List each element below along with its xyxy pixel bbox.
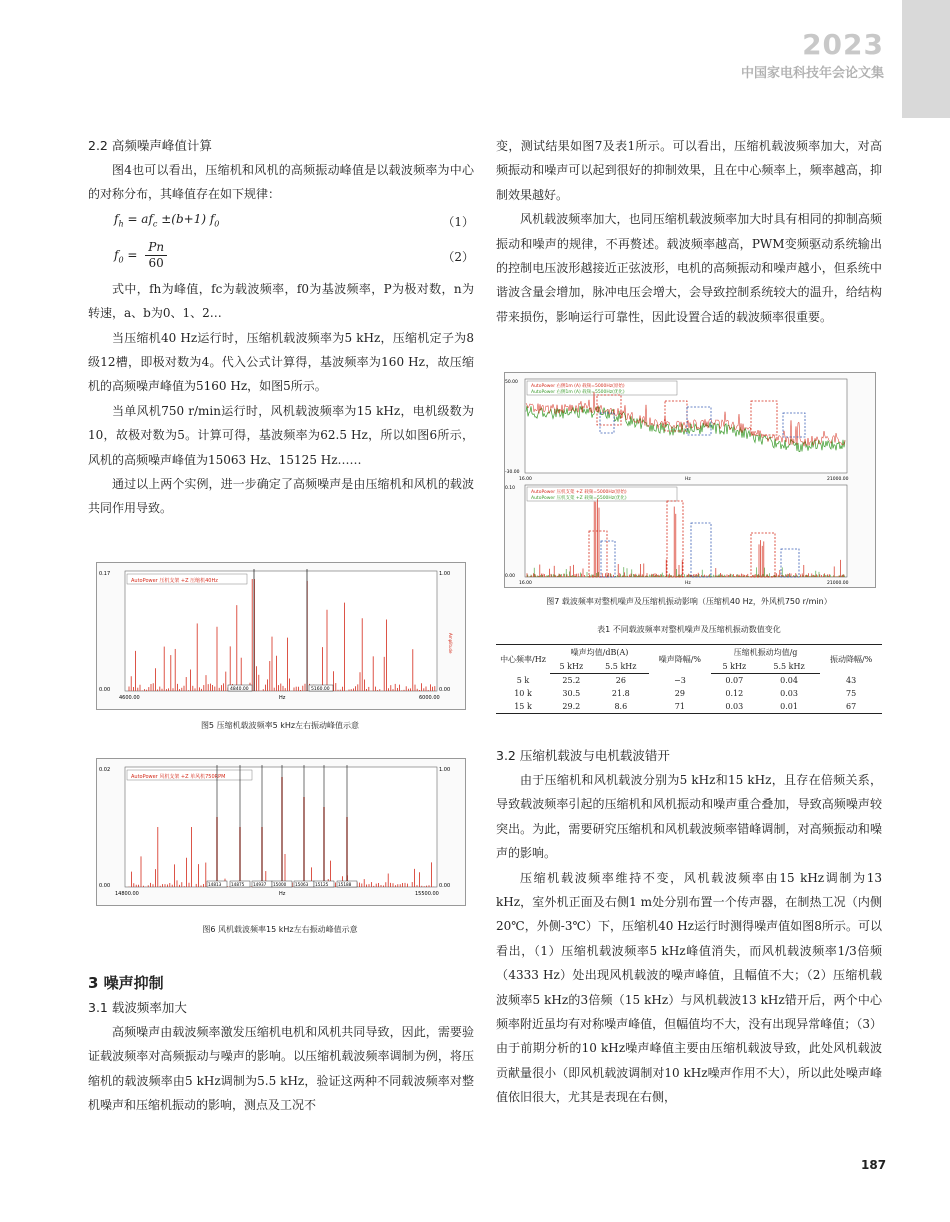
figure-7 <box>504 372 876 588</box>
plot-area <box>125 767 437 887</box>
equation-2 <box>88 237 474 277</box>
right-tick-top: 1.00 <box>439 571 451 577</box>
eq-sub: 0 <box>214 219 220 229</box>
cursor-label: 15000 <box>273 882 287 887</box>
y-tick-bottom: 0.00 <box>99 687 111 693</box>
x-tick-right: 21000.00 <box>827 477 849 482</box>
th-sub: 5 kHz <box>550 660 593 674</box>
legend-label: AutoPower 压机支架 +Z 载频=5000Hz(原始) <box>531 490 627 495</box>
figure-7-plot <box>505 373 875 587</box>
x-tick-left: 4600.00 <box>119 695 140 701</box>
x-tick-right: 6000.00 <box>419 695 440 701</box>
table-cell: 25.2 <box>562 676 581 685</box>
table-cell: 0.07 <box>725 676 744 685</box>
th-vibration: 压缩机振动均值/g <box>711 645 820 661</box>
right-tick-top: 1.00 <box>439 767 451 773</box>
y-tick-bottom: 0.00 <box>99 883 111 889</box>
eq-term: ±(b+1) f <box>161 211 215 226</box>
x-axis-unit: Hz <box>685 477 691 482</box>
paragraph: 当单风机750 r/min运行时，风机载波频率为15 kHz，电机级数为10，故极对数为5。计算可得，基波频率为62.5 Hz，所以如图6所示，风机的高频噪声峰值为15063 Hz、15125 Hz…… <box>88 403 474 467</box>
right-tick-bottom: 0.00 <box>439 883 451 889</box>
figure-5-caption: 图5 压缩机载波频率5 kHz左右振动峰值示意 <box>200 721 360 730</box>
th-sub: 5 kHz <box>711 660 758 674</box>
legend-label: AutoPower 右侧1m (A) 载频=5000Hz(原始) <box>531 384 625 389</box>
header-year: 2023 <box>802 28 884 61</box>
cursor-label: 14937 <box>253 882 267 887</box>
x-tick-right: 15500.00 <box>415 891 439 897</box>
eq-symbol: f <box>114 211 119 226</box>
paragraph: 图4也可以看出，压缩机和风机的高频振动峰值是以载波频率为中心的对称分布，其峰值存在如下规律： <box>88 163 474 202</box>
y-tick-top: 0.10 <box>505 486 516 491</box>
right-tick-bottom: 0.00 <box>439 687 451 693</box>
table-cell: 0.03 <box>711 700 758 714</box>
paragraph: 变，测试结果如图7及表1所示。可以看出，压缩机载波频率加大，对高频振动和噪声可以起到很好的抑制效果，且在中心频率上，频率越高，抑制效果越好。 <box>496 139 882 202</box>
paragraph: 压缩机载波频率维持不变，风机载波频率由15 kHz调制为13 kHz，室外机正面及右侧1 m处分别布置一个传声器，在制热工况（内侧20℃，外侧-3℃）下，压缩机40 Hz运行时测得噪声值如图8所示。可以看出，（1）压缩机载波频率5 kHz峰值消失，而风机载波频率1/3倍频（4333 Hz）处出现风机载波的噪声峰值，且幅值不大；（2）压缩机载波频率5 kHz的3倍频（15 kHz）与风机载波13 kHz错开后，两个中心频率附近虽均有对称噪声峰值，但幅值均不大，没有出现异常峰值；（3）由于前期分析的10 kHz噪声峰值主要由压缩机载波导致，此处风机载波贡献量很小（即风机载波调制对10 kHz噪声作用不大），所以此处噪声峰值依旧很大，尤其是表现在右侧， <box>496 870 882 1105</box>
eq-symbol: f <box>114 248 119 263</box>
eq-denominator: 60 <box>148 256 164 271</box>
x-tick-left: 16.00 <box>519 477 532 482</box>
paragraph: 当压缩机40 Hz运行时，压缩机载波频率为5 kHz，压缩机定子为8级12槽，即极对数为4。代入公式计算得，基波频率为160 Hz，故压缩机的高频噪声峰值为5160 Hz，如图5所示。 <box>88 330 474 394</box>
table-cell: 0.01 <box>758 700 820 714</box>
table-cell: 0.03 <box>780 689 798 698</box>
paragraph: 式中，fh为峰值，fc为载波频率，f0为基波频率，P为极对数，n为转速，a、b为0、1、2… <box>88 281 474 321</box>
table-row <box>496 700 882 714</box>
table-row <box>496 674 882 688</box>
table-cell: 26 <box>615 676 626 685</box>
table-cell: 67 <box>820 700 882 714</box>
eq-term: = af <box>127 211 153 226</box>
paragraph: 由于压缩机和风机载波分别为5 kHz和15 kHz，且存在倍频关系，导致载波频率引起的压缩机和风机振动和噪声重合叠加，导致高频噪声较突出。为此，需要研究压缩机和风机载波频率错峰调制，对高频振动和噪声的影响。 <box>496 773 882 861</box>
section-3-title: 3 噪声抑制 <box>88 974 164 992</box>
x-axis-unit: Hz <box>279 891 286 897</box>
figure-5 <box>96 562 466 710</box>
table-cell: 10 k <box>514 689 532 698</box>
table-cell: 15 k <box>496 700 550 714</box>
figure-7-caption: 图7 载波频率对整机噪声及压缩机振动影响（压缩机40 Hz，外风机750 r/min） <box>546 597 832 606</box>
figure-6 <box>96 758 466 906</box>
equation-number: （1） <box>442 214 474 229</box>
th-sub: 5.5 kHz <box>758 660 820 674</box>
table-cell: 75 <box>846 689 857 698</box>
left-column-bottom <box>88 970 474 1118</box>
right-axis-label: Amplitude <box>448 633 453 654</box>
cursor-label: 5160.00 <box>311 687 330 692</box>
legend-label: AutoPower 右侧1m (A) 载频=5500Hz(优化) <box>531 390 625 395</box>
eq-sub: h <box>118 219 124 229</box>
th-center-freq: 中心频率/Hz <box>496 645 550 674</box>
cursor-label: 15063 <box>295 882 309 887</box>
eq-sub: 0 <box>118 255 124 265</box>
x-axis-unit: Hz <box>279 695 286 701</box>
cursor-label: 14813 <box>208 882 222 887</box>
table-row <box>496 687 882 700</box>
eq-term: = <box>127 248 138 263</box>
table-cell: 30.5 <box>562 689 581 698</box>
equation-1 <box>88 207 474 237</box>
right-column-bottom <box>496 744 882 1110</box>
equation-number: （2） <box>442 249 474 264</box>
left-column <box>88 134 474 521</box>
paragraph: 高频噪声由载波频率激发压缩机电机和风机共同导致，因此，需要验证载波频率对高频振动与噪声的影响。以压缩机载波频率调制为例，将压缩机的载波频率由5 kHz调制为5.5 kHz，验证这两种不同载波频率对整机噪声和压缩机振动的影响，测点及工况不 <box>88 1025 474 1113</box>
table-cell: −3 <box>673 675 686 685</box>
table-cell: 71 <box>649 700 711 714</box>
th-sub: 5.5 kHz <box>593 660 649 674</box>
y-tick-top: 0.02 <box>99 767 111 773</box>
y-tick-bottom: -30.00 <box>505 470 520 475</box>
eq-fraction <box>145 240 167 271</box>
table-cell: 5 k <box>516 675 530 685</box>
eq-sub: c <box>152 219 158 229</box>
th-vib-drop: 振动降幅/% <box>820 645 882 674</box>
table-cell: 0.12 <box>725 689 744 698</box>
table-1-caption: 表1 不同载波频率对整机噪声及压缩机振动数值变化 <box>597 625 781 634</box>
cursor-label: 15188 <box>338 882 352 887</box>
cursor-label: 4840.00 <box>230 687 249 692</box>
x-tick-left: 14800.00 <box>115 891 139 897</box>
legend-label: AutoPower 压机支架 +Z 压缩机40Hz <box>131 578 218 584</box>
x-tick-left: 16.00 <box>519 581 532 586</box>
x-tick-right: 21000.00 <box>827 581 849 586</box>
table-cell: 0.04 <box>780 676 798 685</box>
eq-numerator: Pn <box>145 240 167 256</box>
cursor-label: 15125 <box>315 882 329 887</box>
corner-tab <box>902 0 950 118</box>
x-axis-unit: Hz <box>685 581 691 586</box>
section-3-2-title: 3.2 压缩机载波与电机载波错开 <box>496 748 670 763</box>
y-tick-top: 0.17 <box>99 571 111 577</box>
paragraph: 通过以上两个实例，进一步确定了高频噪声是由压缩机和风机的载波共同作用导致。 <box>88 477 474 516</box>
page-number: 187 <box>861 1158 887 1172</box>
cursor-label: 14875 <box>231 882 245 887</box>
plot-area <box>125 571 437 691</box>
legend-label: AutoPower 风机支架 +Z 单风机750RPM <box>131 774 226 780</box>
section-3-1-title: 3.1 载波频率加大 <box>88 1000 187 1015</box>
table-cell: 43 <box>846 675 857 685</box>
section-2-2-title: 2.2 高频噪声峰值计算 <box>88 138 212 153</box>
figure-5-plot <box>97 563 465 709</box>
th-noise: 噪声均值/dB(A) <box>550 645 649 661</box>
table-cell: 8.6 <box>593 700 649 714</box>
paragraph: 风机载波频率加大，也同压缩机载波频率加大时具有相同的抑制高频振动和噪声的规律，不再赘述。载波频率越高，PWM变频驱动系统输出的控制电压波形越接近正弦波形，电机的高频振动和噪声越小，但系统中谐波含量会增加，脉冲电压会增大，会导致控制系统较大的温升，给结构带来损伤，影响运行可靠性，因此设置合适的载波频率很重要。 <box>496 212 882 324</box>
th-noise-drop: 噪声降幅/% <box>649 645 711 674</box>
figure-6-plot <box>97 759 465 905</box>
right-column <box>496 134 882 329</box>
legend-label: AutoPower 压机支架 +Z 载频=5500Hz(优化) <box>531 496 627 501</box>
y-tick-top: 50.00 <box>505 380 518 385</box>
table-1 <box>496 644 882 714</box>
table-cell: 29 <box>674 689 685 698</box>
y-tick-bottom: 0.00 <box>505 574 516 579</box>
table-cell: 21.8 <box>611 689 630 698</box>
figure-6-caption: 图6 风机载波频率15 kHz左右振动峰值示意 <box>202 925 358 934</box>
header-title: 中国家电科技年会论文集 <box>740 66 884 81</box>
table-cell: 29.2 <box>550 700 593 714</box>
